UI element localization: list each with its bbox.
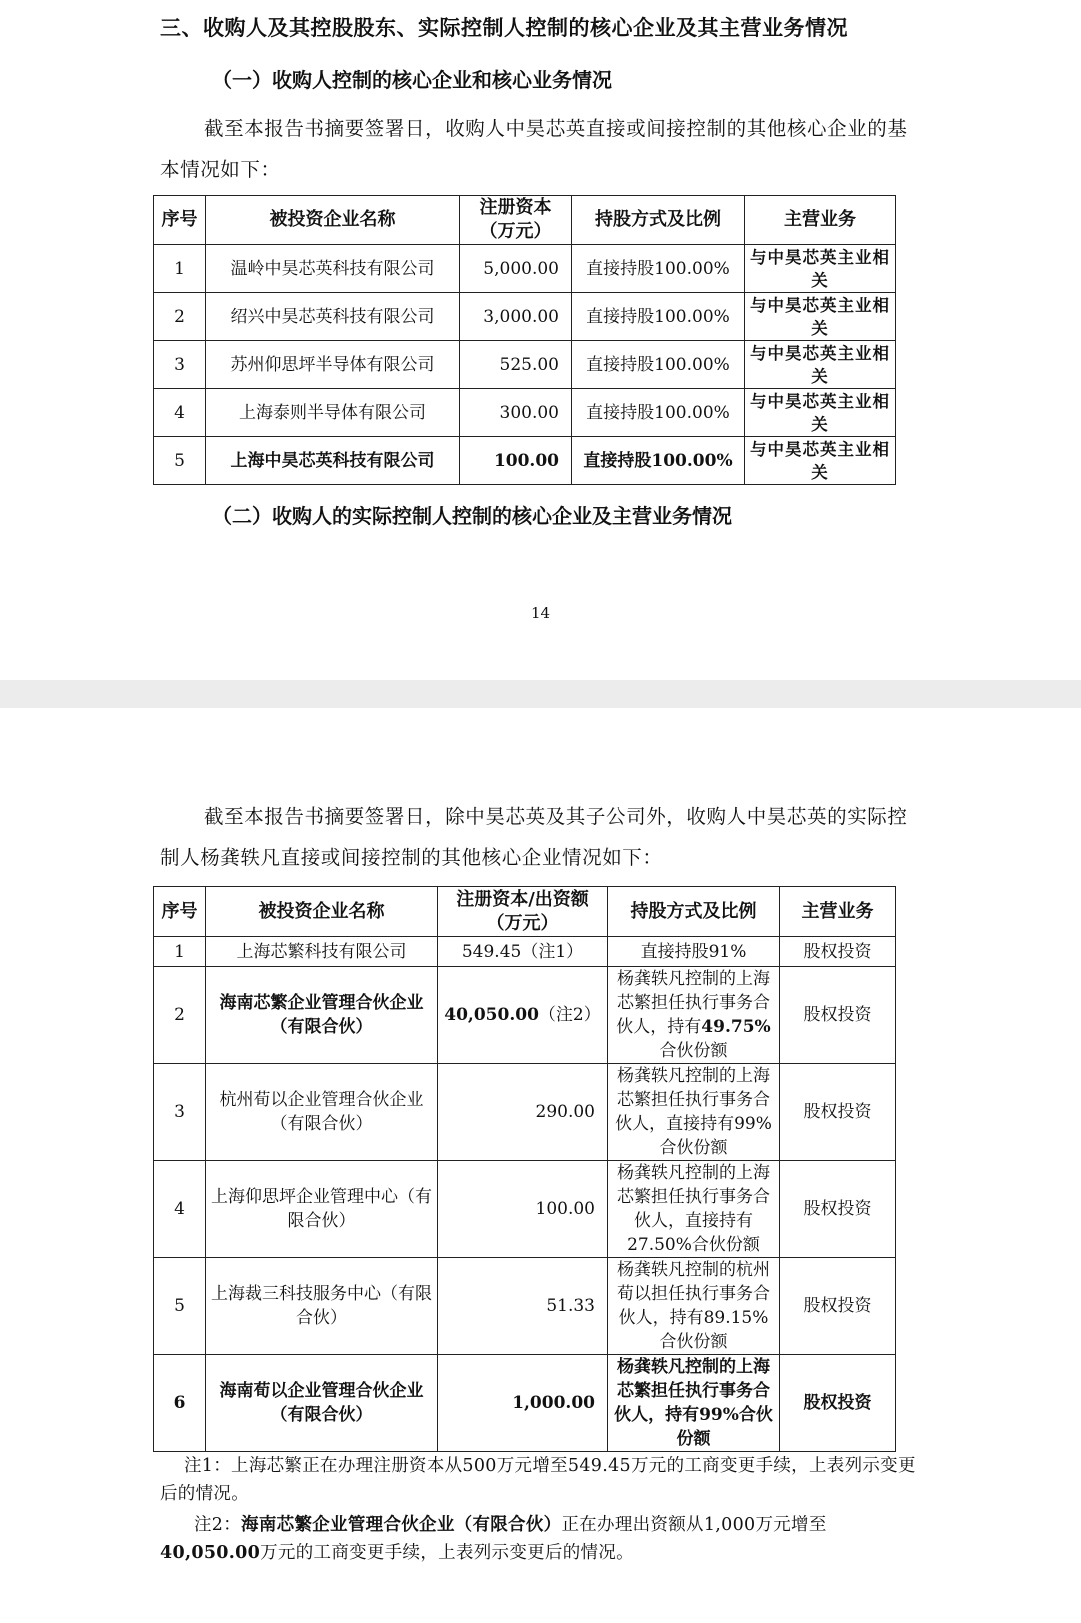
cell-holding: 直接持股100.00% [572, 293, 745, 341]
header-capital: 注册资本/出资额（万元） [438, 887, 608, 937]
holding-tail: 合伙份额 [659, 1041, 728, 1061]
table-row [154, 437, 896, 485]
cell-name: 苏州仰思坪半导体有限公司 [206, 341, 460, 389]
cell-capital: 100.00 [460, 437, 572, 485]
cell-business: 股权投资 [780, 1355, 896, 1452]
subsection-heading-1: （一）收购人控制的核心企业和核心业务情况 [212, 68, 612, 92]
cell-business: 与中昊芯英主业相关 [745, 437, 896, 485]
cell-name: 上海芯繁科技有限公司 [206, 937, 438, 967]
footnote-2-text: 正在办理出资额从1,000万元增至 [561, 1515, 827, 1535]
cell-no: 2 [154, 293, 206, 341]
cell-capital [438, 967, 608, 1064]
cell-holding: 直接持股100.00% [572, 341, 745, 389]
cell-no: 2 [154, 967, 206, 1064]
table-row [154, 1258, 896, 1355]
cell-business: 与中昊芯英主业相关 [745, 389, 896, 437]
header-name: 被投资企业名称 [206, 196, 460, 245]
table-row [154, 341, 896, 389]
footnote-1: 注1：上海芯繁正在办理注册资本从500万元增至549.45万元的工商变更手续，上表列示变更后的情况。 [160, 1456, 916, 1504]
cell-capital: 525.00 [460, 341, 572, 389]
cell-holding: 杨龚轶凡控制的杭州荀以担任执行事务合伙人，持有89.15%合伙份额 [608, 1258, 780, 1355]
cell-no: 6 [154, 1355, 206, 1452]
table-header-row [154, 196, 896, 245]
header-no: 序号 [154, 196, 206, 245]
intro-paragraph-1: 截至本报告书摘要签署日，收购人中昊芯英直接或间接控制的其他核心企业的基本情况如下： [160, 117, 908, 181]
table-row [154, 1161, 896, 1258]
cell-holding: 直接持股100.00% [572, 389, 745, 437]
cell-no: 1 [154, 245, 206, 293]
subsection-heading-2: （二）收购人的实际控制人控制的核心企业及主营业务情况 [212, 504, 732, 528]
cell-no: 5 [154, 1258, 206, 1355]
footnote-2 [160, 1511, 920, 1567]
cell-name: 海南芯繁企业管理合伙企业（有限合伙） [206, 967, 438, 1064]
controller-enterprise-table [153, 886, 896, 1452]
cell-holding [608, 967, 780, 1064]
cell-holding: 直接持股100.00% [572, 437, 745, 485]
cell-no: 3 [154, 1064, 206, 1161]
cell-name: 杭州荀以企业管理合伙企业（有限合伙） [206, 1064, 438, 1161]
cell-capital: 290.00 [438, 1064, 608, 1161]
cell-capital: 3,000.00 [460, 293, 572, 341]
intro-paragraph-2: 截至本报告书摘要签署日，除中昊芯英及其子公司外，收购人中昊芯英的实际控制人杨龚轶凡直接或间接控制的其他核心企业情况如下： [160, 805, 908, 869]
header-business: 主营业务 [780, 887, 896, 937]
core-enterprise-table [153, 195, 896, 485]
cell-capital: 5,000.00 [460, 245, 572, 293]
cell-no: 4 [154, 1161, 206, 1258]
cell-business: 股权投资 [780, 967, 896, 1064]
cell-business: 股权投资 [780, 1064, 896, 1161]
table-row [154, 245, 896, 293]
table-row [154, 293, 896, 341]
table-row [154, 389, 896, 437]
cell-holding: 杨龚轶凡控制的上海芯繁担任执行事务合伙人，持有99%合伙份额 [608, 1355, 780, 1452]
header-holding: 持股方式及比例 [572, 196, 745, 245]
cell-name: 温岭中昊芯英科技有限公司 [206, 245, 460, 293]
table-header-row [154, 887, 896, 937]
header-no: 序号 [154, 887, 206, 937]
document-page-15 [0, 708, 1081, 1623]
cell-name: 绍兴中昊芯英科技有限公司 [206, 293, 460, 341]
cell-capital [438, 937, 608, 967]
holding-text: 杨龚轶凡控制的上海芯繁担任执行事务合伙人，持有 [616, 969, 770, 1037]
cell-holding: 直接持股91% [608, 937, 780, 967]
capital-note: （注1） [521, 941, 584, 962]
table-row [154, 1064, 896, 1161]
holding-percent: 49.75% [701, 1017, 771, 1037]
cell-holding: 直接持股100.00% [572, 245, 745, 293]
cell-name: 海南荀以企业管理合伙企业（有限合伙） [206, 1355, 438, 1452]
cell-name: 上海中昊芯英科技有限公司 [206, 437, 460, 485]
page-number: 14 [530, 604, 551, 622]
header-business: 主营业务 [745, 196, 896, 245]
cell-business: 股权投资 [780, 1258, 896, 1355]
cell-capital: 1,000.00 [438, 1355, 608, 1452]
document-page-14 [0, 0, 1081, 680]
cell-business: 与中昊芯英主业相关 [745, 293, 896, 341]
footnote-2-prefix: 注2： [194, 1515, 242, 1535]
page-separator [0, 680, 1081, 708]
table-row [154, 937, 896, 967]
cell-name: 上海裁三科技服务中心（有限合伙） [206, 1258, 438, 1355]
capital-note: （注2） [538, 1005, 601, 1025]
cell-holding: 杨龚轶凡控制的上海芯繁担任执行事务合伙人，直接持有99%合伙份额 [608, 1064, 780, 1161]
cell-capital: 100.00 [438, 1161, 608, 1258]
capital-value: 40,050.00 [444, 1005, 539, 1025]
cell-business: 股权投资 [780, 937, 896, 967]
table-row [154, 967, 896, 1064]
cell-capital: 300.00 [460, 389, 572, 437]
header-capital: 注册资本（万元） [460, 196, 572, 245]
header-name: 被投资企业名称 [206, 887, 438, 937]
cell-no: 4 [154, 389, 206, 437]
cell-no: 3 [154, 341, 206, 389]
footnote-2-entity: 海南芯繁企业管理合伙企业（有限合伙） [241, 1515, 562, 1535]
footnote-2-amount: 40,050.00 [160, 1543, 261, 1563]
cell-no: 5 [154, 437, 206, 485]
table-row [154, 1355, 896, 1452]
cell-no: 1 [154, 937, 206, 967]
cell-business: 与中昊芯英主业相关 [745, 245, 896, 293]
cell-holding: 杨龚轶凡控制的上海芯繁担任执行事务合伙人，直接持有27.50%合伙份额 [608, 1161, 780, 1258]
cell-name: 上海仰思坪企业管理中心（有限合伙） [206, 1161, 438, 1258]
cell-capital: 51.33 [438, 1258, 608, 1355]
capital-value: 549.45 [461, 941, 522, 962]
header-holding: 持股方式及比例 [608, 887, 780, 937]
footnote-2-tail: 万元的工商变更手续，上表列示变更后的情况。 [260, 1543, 634, 1563]
cell-business: 股权投资 [780, 1161, 896, 1258]
section-heading: 三、收购人及其控股股东、实际控制人控制的核心企业及其主营业务情况 [160, 15, 848, 40]
cell-business: 与中昊芯英主业相关 [745, 341, 896, 389]
cell-name: 上海泰则半导体有限公司 [206, 389, 460, 437]
